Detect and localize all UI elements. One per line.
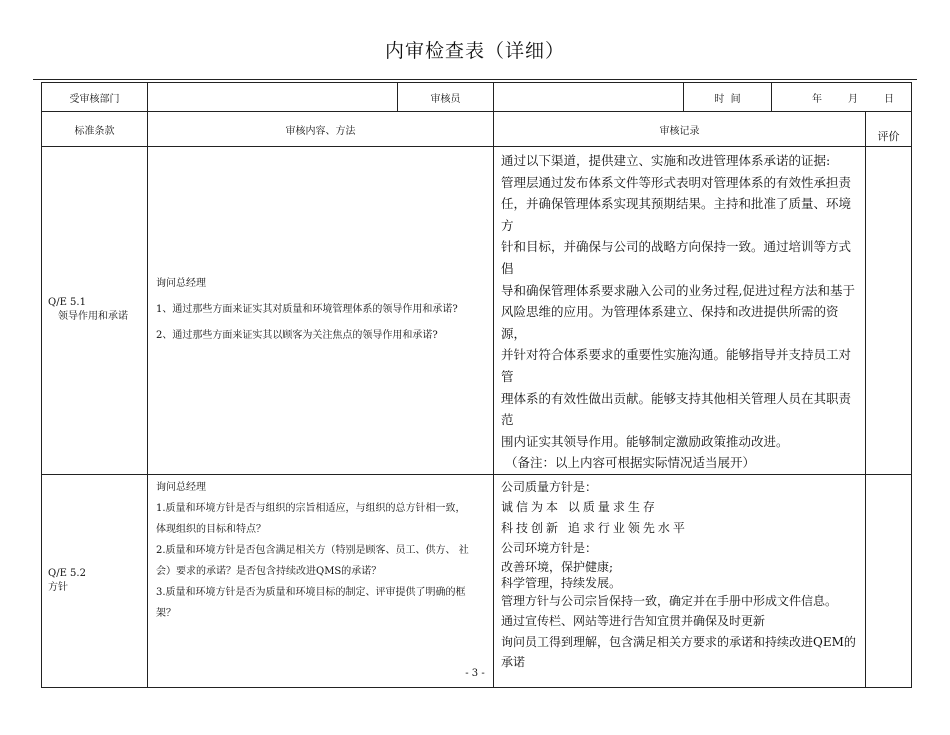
evaluation-cell[interactable] <box>866 147 912 475</box>
record-line: 管理方针与公司宗旨保持一致，确定并在手册中形成文件信息。 <box>501 593 838 608</box>
env-policy-line: 科学管理，持续发展。 <box>501 575 622 590</box>
record-line: 承诺 <box>501 655 526 670</box>
record-line: 任，并确保管理体系实现其预期结果。主持和批准了质量、环境方 <box>501 196 852 233</box>
record-note: （备注：以上内容可根据实际情况适当展开） <box>505 455 756 471</box>
record-line: 围内证实其领导作用。能够制定激励政策推动改进。 <box>501 433 789 449</box>
evaluation-cell[interactable] <box>866 474 912 687</box>
auditor-label: 审核员 <box>398 83 494 112</box>
audit-checklist-table <box>41 82 912 688</box>
env-policy-line: 改善环境，保护健康; <box>501 559 614 574</box>
question-line: 2.质量和环境方针是否包含满足相关方（特别是顾客、员工、供方、 社 <box>156 544 469 556</box>
table-row <box>42 474 912 687</box>
header-rule <box>33 79 917 80</box>
date-value[interactable] <box>772 83 912 112</box>
question-line: 询问总经理 <box>156 278 206 290</box>
quality-policy-line: 科技创新 追求行业领先水平 <box>501 520 688 535</box>
record-line: 导和确保管理体系要求融入公司的业务过程,促进过程方法和基于 <box>501 282 855 298</box>
question-line: 会）要求的承诺？是否包含持续改进QMS的承诺？ <box>156 565 382 577</box>
question-line: 1.质量和环境方针是否与组织的宗旨相适应，与组织的总方针相一致， <box>156 502 466 514</box>
clause-cell <box>42 474 148 687</box>
question-line: 2、通过那些方面来证实其以顾客为关注焦点的领导作用和承诺? <box>156 330 438 342</box>
record-line: 风险思维的应用。为管理体系建立、保持和改进提供所需的资源， <box>501 304 839 341</box>
col-header-record: 审核记录 <box>494 112 866 147</box>
clause-code: Q/E 5.2 <box>48 567 86 579</box>
record-cell[interactable] <box>494 474 866 687</box>
col-header-evaluation: 评价 <box>866 112 912 147</box>
question-line: 体现组织的目标和特点？ <box>156 523 266 535</box>
clause-name: 方针 <box>48 581 68 593</box>
dept-label: 受审核部门 <box>42 83 148 112</box>
dept-value[interactable] <box>148 83 398 112</box>
time-label: 时 间 <box>684 83 772 112</box>
record-line: 管理层通过发布体系文件等形式表明对管理体系的有效性承担责 <box>501 174 852 190</box>
clause-name: 领导作用和承诺 <box>58 311 128 323</box>
col-header-content: 审核内容、方法 <box>148 112 494 147</box>
record-line: 通过宣传栏、网站等进行告知宜贯并确保及时更新 <box>501 614 766 629</box>
question-line: 询问总经理 <box>156 481 206 493</box>
env-policy-label: 公司环境方针是： <box>501 541 598 556</box>
header-info-row <box>42 83 912 112</box>
quality-policy-line: 诚信为本 以质量求生存 <box>501 500 658 515</box>
record-cell[interactable] <box>494 147 866 475</box>
date-day: 日 <box>884 93 894 105</box>
content-cell <box>148 147 494 475</box>
col-header-clause: 标准条款 <box>42 112 148 147</box>
record-line: 并针对符合体系要求的重要性实施沟通。能够指导并支持员工对管 <box>501 347 852 384</box>
record-line: 通过以下渠道，提供建立、实施和改进管理体系承诺的证据: <box>501 153 831 168</box>
table-row <box>42 147 912 475</box>
date-year: 年 <box>812 93 822 105</box>
page-number: - 3 - <box>465 668 485 679</box>
question-line: 3.质量和环境方针是否为质量和环境目标的制定、评审提供了明确的框 <box>156 586 466 598</box>
auditor-value[interactable] <box>494 83 684 112</box>
document-title: 内审检查表（详细） <box>384 40 565 62</box>
clause-code: Q/E 5.1 <box>48 297 86 309</box>
clause-cell <box>42 147 148 475</box>
question-line: 1、通过那些方面来证实其对质量和环境管理体系的领导作用和承诺? <box>156 304 458 316</box>
record-line: 针和目标，并确保与公司的战略方向保持一致。通过培训等方式倡 <box>501 239 852 276</box>
column-header-row <box>42 112 912 147</box>
date-month: 月 <box>848 93 858 105</box>
record-line: 询问员工得到理解，包含满足相关方要求的承诺和持续改进QEM的 <box>501 634 856 649</box>
record-line: 理体系的有效性做出贡献。能够支持其他相关管理人员在其职责范 <box>501 390 852 428</box>
question-line: 架？ <box>156 607 176 619</box>
content-cell <box>148 474 494 687</box>
quality-policy-label: 公司质量方针是： <box>501 479 598 494</box>
